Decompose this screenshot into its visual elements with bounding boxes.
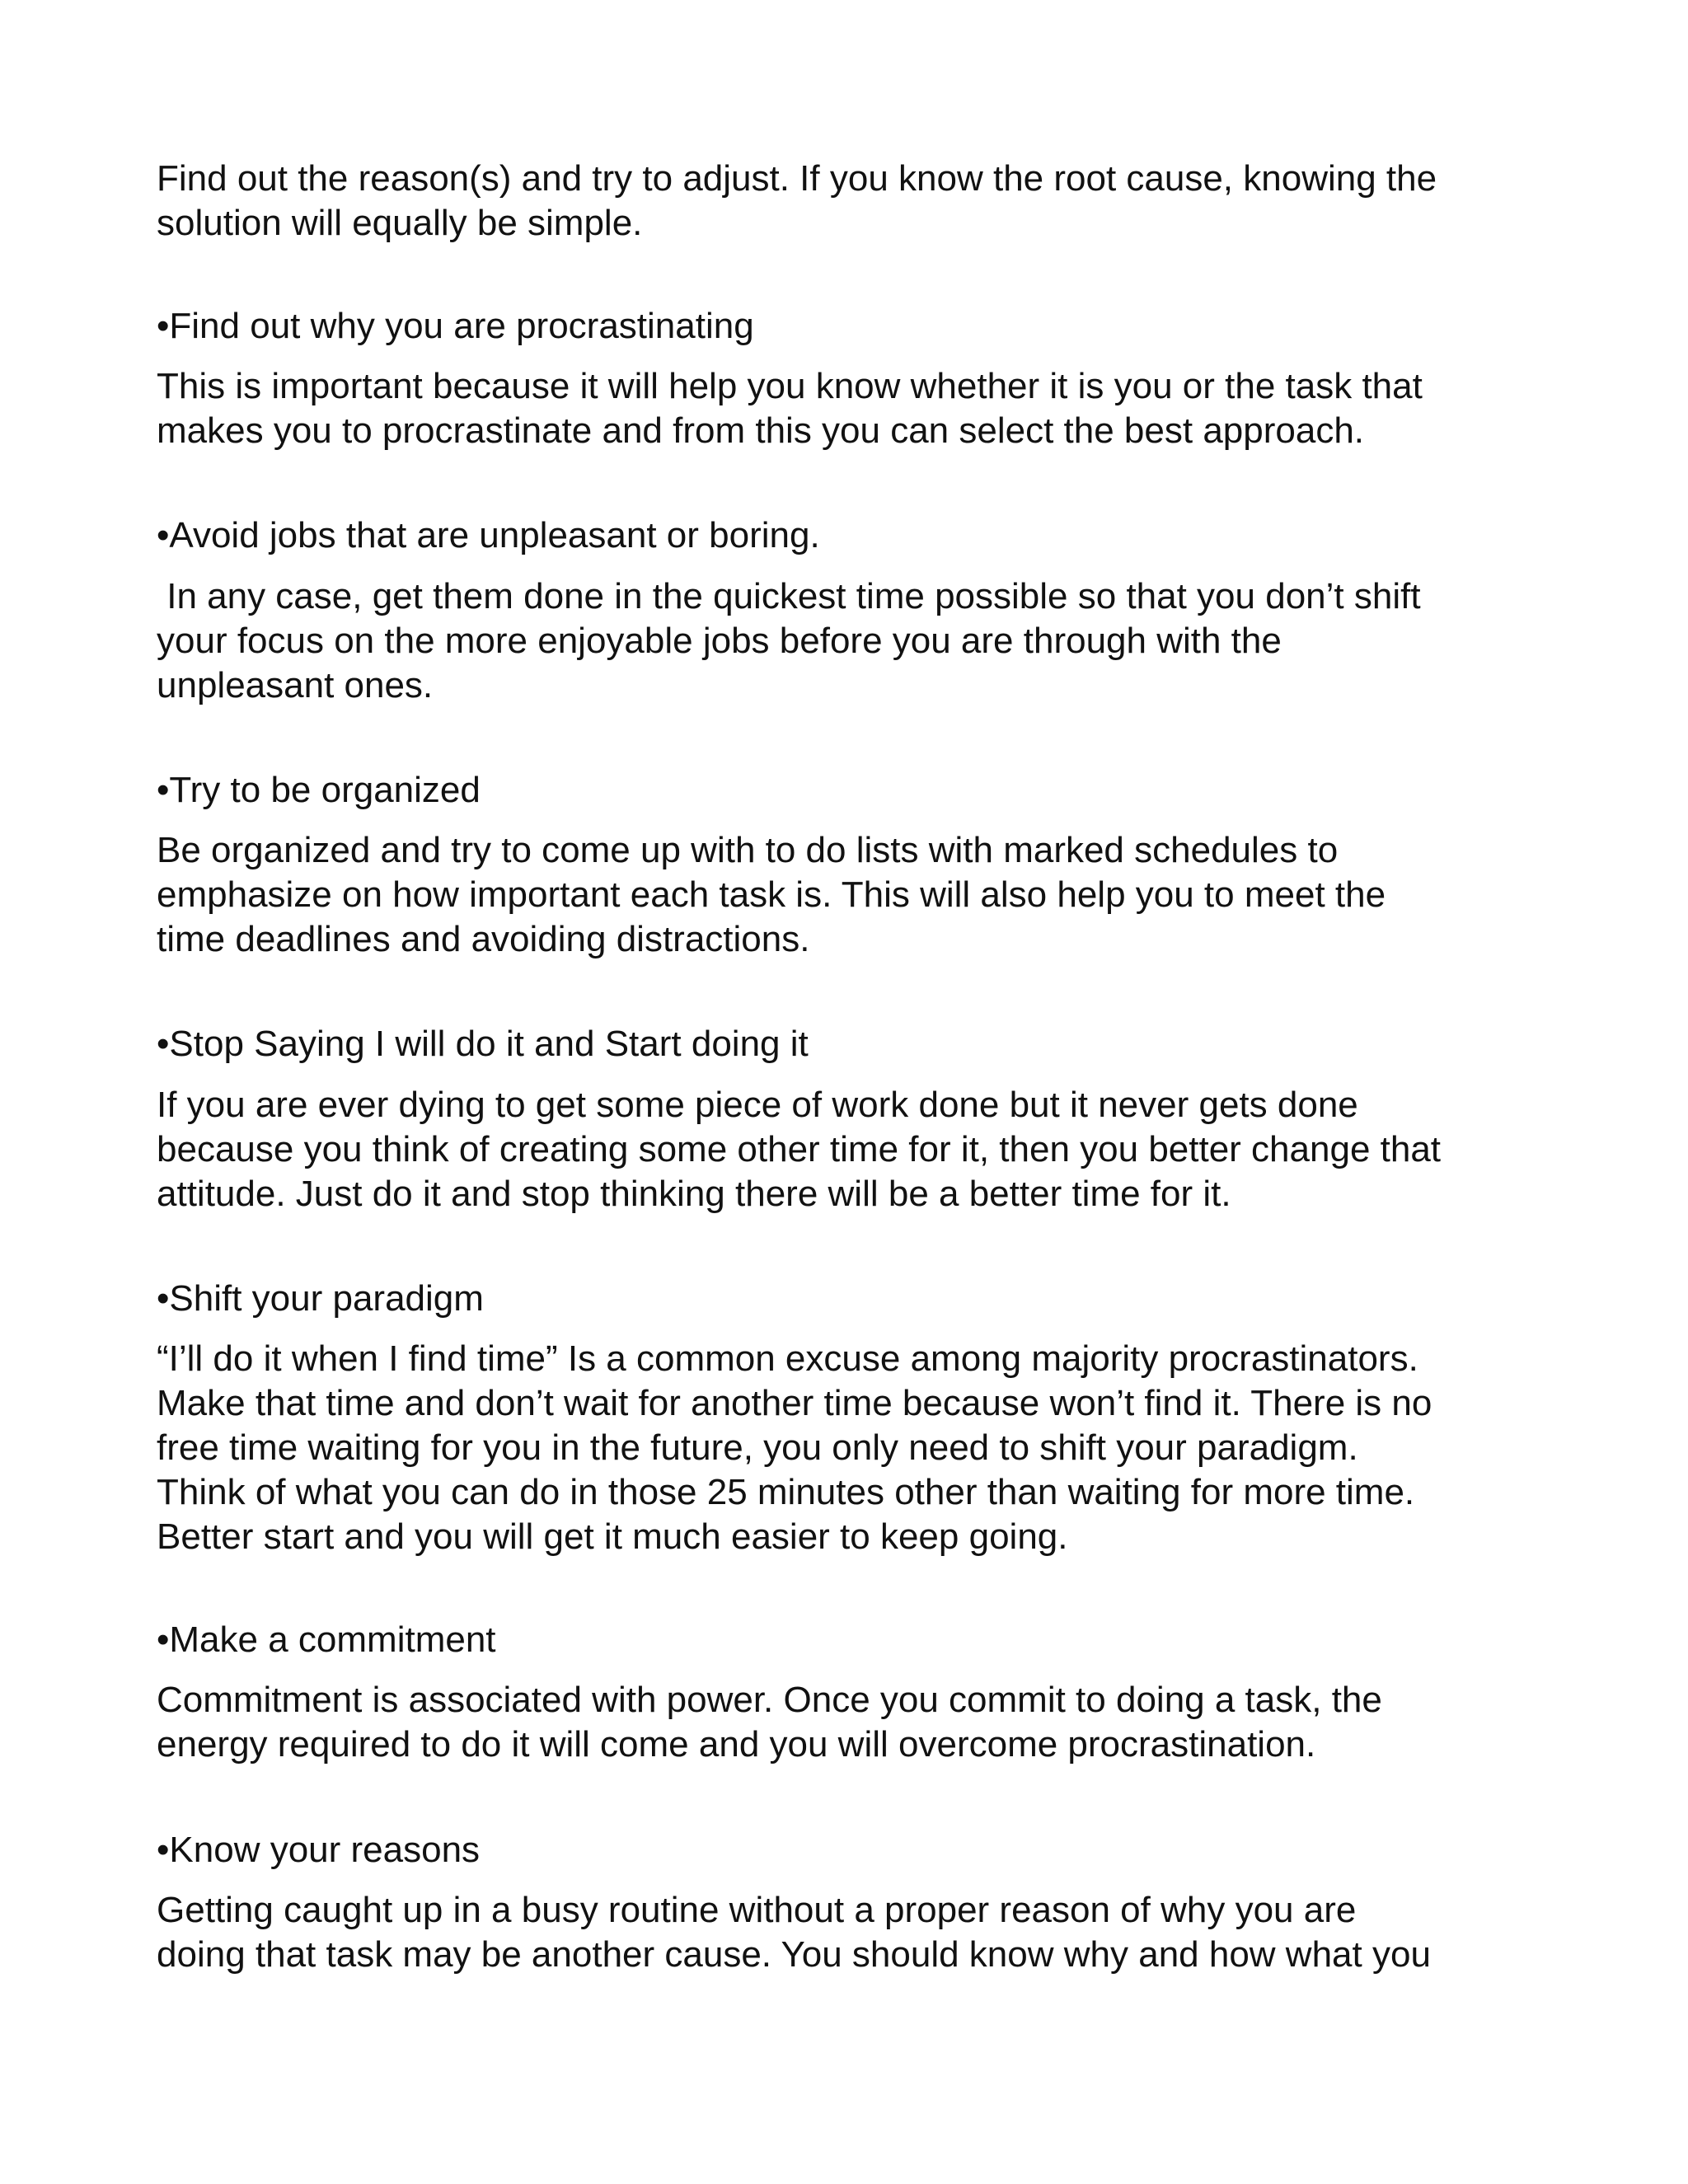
section-body-start-doing: If you are ever dying to get some piece of work done but it never gets done because you think of creating some other time for it, then you better change that attitude. Just do it and stop thinking there will be a better time for it.: [157, 1085, 1442, 1214]
section-body-organized: Be organized and try to come up with to do lists with marked schedules to emphasize on how important each task is. This will also help you to meet the time deadlines and avoiding distractions.: [157, 830, 1386, 959]
section-body-commitment: Commitment is associated with power. Once you commit to doing a task, the energy required to do it will come and you will overcome procrastination.: [157, 1680, 1382, 1765]
section-heading-reasons: •Know your reasons: [157, 1830, 481, 1870]
section-body-shift-paradigm: “I’ll do it when I find time” Is a common excuse among majority procrastinators. Make that time and don’t wait for another time because won’t find it. There is no free time waiting for you in the future, you only need to shift your paradigm. Think of what you can do in those 25 minutes other than waiting for more time. Better start and you will get it much easier to keep going.: [157, 1338, 1432, 1557]
section-heading-why-procrastinating: •Find out why you are procrastinating: [157, 306, 754, 346]
section-heading-avoid-jobs: •Avoid jobs that are unpleasant or boring.: [157, 515, 820, 555]
section-heading-start-doing: •Stop Saying I will do it and Start doing it: [157, 1024, 809, 1064]
section-heading-organized: •Try to be organized: [157, 770, 481, 810]
intro-paragraph: Find out the reason(s) and try to adjust. If you know the root cause, knowing the solution will equally be simple.: [157, 158, 1437, 243]
section-body-why-procrastinating: This is important because it will help you know whether it is you or the task that makes you to procrastinate and from this you can select the best approach.: [157, 366, 1423, 451]
section-heading-commitment: •Make a commitment: [157, 1619, 496, 1660]
section-heading-shift-paradigm: •Shift your paradigm: [157, 1278, 484, 1319]
section-body-avoid-jobs: In any case, get them done in the quickest time possible so that you don’t shift your focus on the more enjoyable jobs before you are through with the unpleasant ones.: [157, 576, 1421, 705]
section-body-reasons: Getting caught up in a busy routine without a proper reason of why you are doing that task may be another cause. You should know why and how what you: [157, 1890, 1431, 1975]
